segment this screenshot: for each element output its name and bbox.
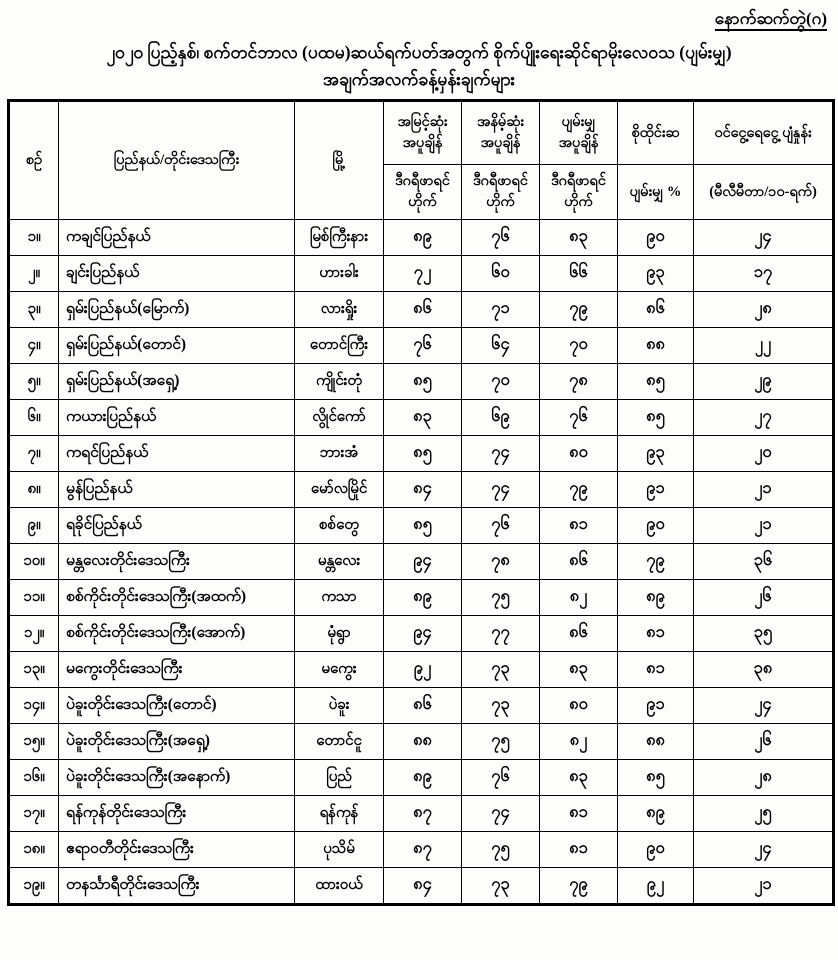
cell-region: ရှမ်းပြည်နယ်(တောင်)	[59, 328, 295, 364]
cell-avg-temp: ၈၆	[540, 616, 618, 652]
cell-town: မုံရွာ	[295, 616, 384, 652]
cell-avg-temp: ၈၀	[540, 688, 618, 724]
cell-serial: ၁၄။	[9, 688, 59, 724]
col-unit-evaporation: (မီလီမီတာ/၁၀-ရက်)	[694, 165, 834, 220]
cell-max-temp: ၈၆	[384, 292, 462, 328]
table-row	[9, 796, 834, 832]
cell-town: ပုသိမ်	[295, 832, 384, 868]
table-row	[9, 544, 834, 580]
cell-min-temp: ၇၄	[462, 436, 540, 472]
cell-humidity: ၉၀	[618, 508, 694, 544]
table-row	[9, 760, 834, 796]
cell-evaporation: ၂၇	[694, 400, 834, 436]
table-row	[9, 508, 834, 544]
cell-min-temp: ၇၃	[462, 688, 540, 724]
cell-town: စစ်တွေ	[295, 508, 384, 544]
cell-humidity: ၈၈	[618, 724, 694, 760]
cell-region: တနင်္သာရီတိုင်းဒေသကြီး	[59, 868, 295, 905]
cell-town: တောင်ကြီး	[295, 328, 384, 364]
cell-humidity: ၈၆	[618, 292, 694, 328]
cell-serial: ၁၅။	[9, 724, 59, 760]
cell-avg-temp: ၇၉	[540, 472, 618, 508]
cell-town: မန္တလေး	[295, 544, 384, 580]
cell-region: ဧရာဝတီတိုင်းဒေသကြီး	[59, 832, 295, 868]
cell-max-temp: ၈၃	[384, 400, 462, 436]
cell-avg-temp: ၇၉	[540, 868, 618, 905]
cell-evaporation: ၂၄	[694, 832, 834, 868]
cell-min-temp: ၆၉	[462, 400, 540, 436]
cell-serial: ၁၇။	[9, 796, 59, 832]
cell-humidity: ၉၁	[618, 688, 694, 724]
cell-min-temp: ၆၄	[462, 328, 540, 364]
cell-town: ကျိုင်းတုံ	[295, 364, 384, 400]
cell-humidity: ၉၃	[618, 436, 694, 472]
cell-max-temp: ၈၉	[384, 220, 462, 256]
cell-serial: ၁၃။	[9, 652, 59, 688]
cell-max-temp: ၇၆	[384, 328, 462, 364]
col-unit-humidity: ပျမ်းမျှ %	[618, 165, 694, 220]
table-row	[9, 652, 834, 688]
cell-evaporation: ၂၁	[694, 868, 834, 905]
cell-evaporation: ၂၈	[694, 760, 834, 796]
cell-min-temp: ၇၃	[462, 868, 540, 905]
col-header-evaporation: ဝင်ငွေ့ရေငွေ့ ပျံနှုန်း	[694, 101, 834, 165]
cell-humidity: ၇၉	[618, 544, 694, 580]
cell-avg-temp: ၈၃	[540, 760, 618, 796]
cell-avg-temp: ၇၀	[540, 328, 618, 364]
cell-min-temp: ၇၄	[462, 472, 540, 508]
cell-humidity: ၈၅	[618, 400, 694, 436]
cell-avg-temp: ၈၁	[540, 832, 618, 868]
cell-avg-temp: ၈၁	[540, 796, 618, 832]
cell-town: ပြည်	[295, 760, 384, 796]
cell-serial: ၈။	[9, 472, 59, 508]
cell-avg-temp: ၈၃	[540, 220, 618, 256]
appendix-label: နောက်ဆက်တွဲ(ဂ)	[715, 9, 827, 31]
cell-humidity: ၈၈	[618, 328, 694, 364]
table-row	[9, 220, 834, 256]
table-row	[9, 580, 834, 616]
cell-region: ရှမ်းပြည်နယ်(မြောက်)	[59, 292, 295, 328]
cell-serial: ၅။	[9, 364, 59, 400]
page-title-line2: အချက်အလက်ခန့်မှန်းချက်များ	[323, 69, 515, 90]
cell-serial: ၆။	[9, 400, 59, 436]
table-row	[9, 364, 834, 400]
cell-humidity: ၈၉	[618, 580, 694, 616]
cell-town: မော်လမြိုင်	[295, 472, 384, 508]
cell-serial: ၄။	[9, 328, 59, 364]
cell-serial: ၉။	[9, 508, 59, 544]
cell-town: ရန်ကုန်	[295, 796, 384, 832]
cell-serial: ၁၁။	[9, 580, 59, 616]
cell-evaporation: ၂၀	[694, 436, 834, 472]
cell-region: ကချင်ပြည်နယ်	[59, 220, 295, 256]
cell-region: ရခိုင်ပြည်နယ်	[59, 508, 295, 544]
cell-region: စစ်ကိုင်းတိုင်းဒေသကြီး(အောက်)	[59, 616, 295, 652]
table-row	[9, 256, 834, 292]
col-unit-max-temp: ဒီဂရီဖာရင် ဟိုက်	[384, 165, 462, 220]
cell-evaporation: ၂၁	[694, 472, 834, 508]
cell-region: မွန်ပြည်နယ်	[59, 472, 295, 508]
cell-max-temp: ၈၉	[384, 760, 462, 796]
table-row	[9, 724, 834, 760]
table-row	[9, 400, 834, 436]
cell-serial: ၁၈။	[9, 832, 59, 868]
cell-evaporation: ၂၅	[694, 796, 834, 832]
cell-serial: ၃။	[9, 292, 59, 328]
cell-max-temp: ၈၅	[384, 508, 462, 544]
cell-town: တောင်ငူ	[295, 724, 384, 760]
cell-evaporation: ၃၅	[694, 616, 834, 652]
cell-region: ပဲခူးတိုင်းဒေသကြီး(တောင်)	[59, 688, 295, 724]
cell-min-temp: ၇၀	[462, 364, 540, 400]
cell-min-temp: ၇၆	[462, 508, 540, 544]
cell-region: စစ်ကိုင်းတိုင်းဒေသကြီး(အထက်)	[59, 580, 295, 616]
cell-max-temp: ၈၅	[384, 436, 462, 472]
cell-avg-temp: ၈၂	[540, 724, 618, 760]
cell-serial: ၁၂။	[9, 616, 59, 652]
cell-town: ဟားခါး	[295, 256, 384, 292]
col-header-max-temp: အမြင့်ဆုံး အပူချိန်	[384, 101, 462, 165]
cell-avg-temp: ၇၈	[540, 364, 618, 400]
cell-serial: ၇။	[9, 436, 59, 472]
page-title-line1: ၂၀၂၀ ပြည့်နှစ်၊ စက်တင်ဘာလ (ပထမ)ဆယ်ရက်ပတ်အတွက် စိုက်ပျိုးရေးဆိုင်ရာမိုးလေဝသ (ပျမ်းမျှ)	[106, 42, 732, 62]
cell-region: ပဲခူးတိုင်းဒေသကြီး(အနောက်)	[59, 760, 295, 796]
cell-avg-temp: ၇၆	[540, 400, 618, 436]
cell-humidity: ၈၉	[618, 796, 694, 832]
cell-town: မကွေး	[295, 652, 384, 688]
cell-min-temp: ၇၄	[462, 796, 540, 832]
cell-evaporation: ၂၄	[694, 220, 834, 256]
appendix-label-wrap	[7, 8, 831, 33]
cell-max-temp: ၈၈	[384, 724, 462, 760]
cell-min-temp: ၇၁	[462, 292, 540, 328]
cell-region: ရှမ်းပြည်နယ်(အရှေ့)	[59, 364, 295, 400]
cell-region: ကယားပြည်နယ်	[59, 400, 295, 436]
cell-min-temp: ၇၃	[462, 652, 540, 688]
cell-avg-temp: ၈၆	[540, 544, 618, 580]
cell-town: ထားဝယ်	[295, 868, 384, 905]
cell-region: မန္တလေးတိုင်းဒေသကြီး	[59, 544, 295, 580]
cell-max-temp: ၈၆	[384, 688, 462, 724]
cell-town: ကသာ	[295, 580, 384, 616]
cell-min-temp: ၇၆	[462, 760, 540, 796]
cell-avg-temp: ၈၂	[540, 580, 618, 616]
col-header-region: ပြည်နယ်/တိုင်းဒေသကြီး	[59, 101, 295, 220]
weather-data-table	[7, 99, 835, 906]
cell-region: မကွေးတိုင်းဒေသကြီး	[59, 652, 295, 688]
cell-avg-temp: ၈၁	[540, 508, 618, 544]
cell-town: မြစ်ကြီးနား	[295, 220, 384, 256]
cell-min-temp: ၇၅	[462, 832, 540, 868]
cell-max-temp: ၈၇	[384, 832, 462, 868]
cell-humidity: ၈၁	[618, 652, 694, 688]
cell-evaporation: ၂၆	[694, 580, 834, 616]
cell-humidity: ၉၃	[618, 256, 694, 292]
cell-evaporation: ၂၉	[694, 364, 834, 400]
cell-max-temp: ၈၄	[384, 868, 462, 905]
cell-serial: ၁၀။	[9, 544, 59, 580]
cell-max-temp: ၈၇	[384, 796, 462, 832]
cell-min-temp: ၇၆	[462, 220, 540, 256]
cell-evaporation: ၃၆	[694, 544, 834, 580]
table-row	[9, 436, 834, 472]
cell-min-temp: ၇၈	[462, 544, 540, 580]
cell-town: လားရှိုး	[295, 292, 384, 328]
cell-region: ချင်းပြည်နယ်	[59, 256, 295, 292]
col-header-serial: စဉ်	[9, 101, 59, 220]
cell-evaporation: ၃၈	[694, 652, 834, 688]
cell-min-temp: ၇၅	[462, 580, 540, 616]
col-header-humidity: စိုထိုင်းဆ	[618, 101, 694, 165]
cell-humidity: ၉၁	[618, 472, 694, 508]
cell-evaporation: ၂၄	[694, 688, 834, 724]
cell-humidity: ၉၂	[618, 868, 694, 905]
cell-region: ရန်ကုန်တိုင်းဒေသကြီး	[59, 796, 295, 832]
cell-town: ပဲခူး	[295, 688, 384, 724]
cell-town: ဘားအံ	[295, 436, 384, 472]
cell-max-temp: ၈၅	[384, 364, 462, 400]
cell-serial: ၁၆။	[9, 760, 59, 796]
cell-humidity: ၉၀	[618, 832, 694, 868]
cell-max-temp: ၇၂	[384, 256, 462, 292]
cell-min-temp: ၇၇	[462, 616, 540, 652]
page-title	[7, 39, 831, 93]
cell-max-temp: ၉၄	[384, 616, 462, 652]
cell-evaporation: ၂၂	[694, 328, 834, 364]
cell-serial: ၁။	[9, 220, 59, 256]
cell-humidity: ၈၁	[618, 616, 694, 652]
cell-town: လွိုင်ကော်	[295, 400, 384, 436]
col-header-avg-temp: ပျမ်းမျှ အပူချိန်	[540, 101, 618, 165]
cell-avg-temp: ၇၉	[540, 292, 618, 328]
cell-max-temp: ၈၄	[384, 472, 462, 508]
cell-min-temp: ၇၅	[462, 724, 540, 760]
cell-avg-temp: ၈၀	[540, 436, 618, 472]
table-row	[9, 328, 834, 364]
col-unit-avg-temp: ဒီဂရီဖာရင် ဟိုက်	[540, 165, 618, 220]
table-row	[9, 616, 834, 652]
table-row	[9, 472, 834, 508]
cell-region: ကရင်ပြည်နယ်	[59, 436, 295, 472]
cell-evaporation: ၂၁	[694, 508, 834, 544]
cell-serial: ၂။	[9, 256, 59, 292]
cell-max-temp: ၈၉	[384, 580, 462, 616]
table-row	[9, 688, 834, 724]
cell-serial: ၁၉။	[9, 868, 59, 905]
table-row	[9, 292, 834, 328]
cell-evaporation: ၂၈	[694, 292, 834, 328]
cell-humidity: ၉၀	[618, 220, 694, 256]
cell-avg-temp: ၈၃	[540, 652, 618, 688]
col-header-min-temp: အနိမ့်ဆုံး အပူချိန်	[462, 101, 540, 165]
table-row	[9, 832, 834, 868]
cell-humidity: ၈၅	[618, 364, 694, 400]
cell-max-temp: ၉၂	[384, 652, 462, 688]
cell-avg-temp: ၆၆	[540, 256, 618, 292]
col-header-town: မြို့	[295, 101, 384, 220]
cell-evaporation: ၂၆	[694, 724, 834, 760]
col-unit-min-temp: ဒီဂရီဖာရင် ဟိုက်	[462, 165, 540, 220]
cell-evaporation: ၁၇	[694, 256, 834, 292]
table-row	[9, 868, 834, 905]
cell-humidity: ၈၅	[618, 760, 694, 796]
cell-min-temp: ၆၀	[462, 256, 540, 292]
cell-region: ပဲခူးတိုင်းဒေသကြီး(အရှေ့)	[59, 724, 295, 760]
cell-max-temp: ၉၄	[384, 544, 462, 580]
